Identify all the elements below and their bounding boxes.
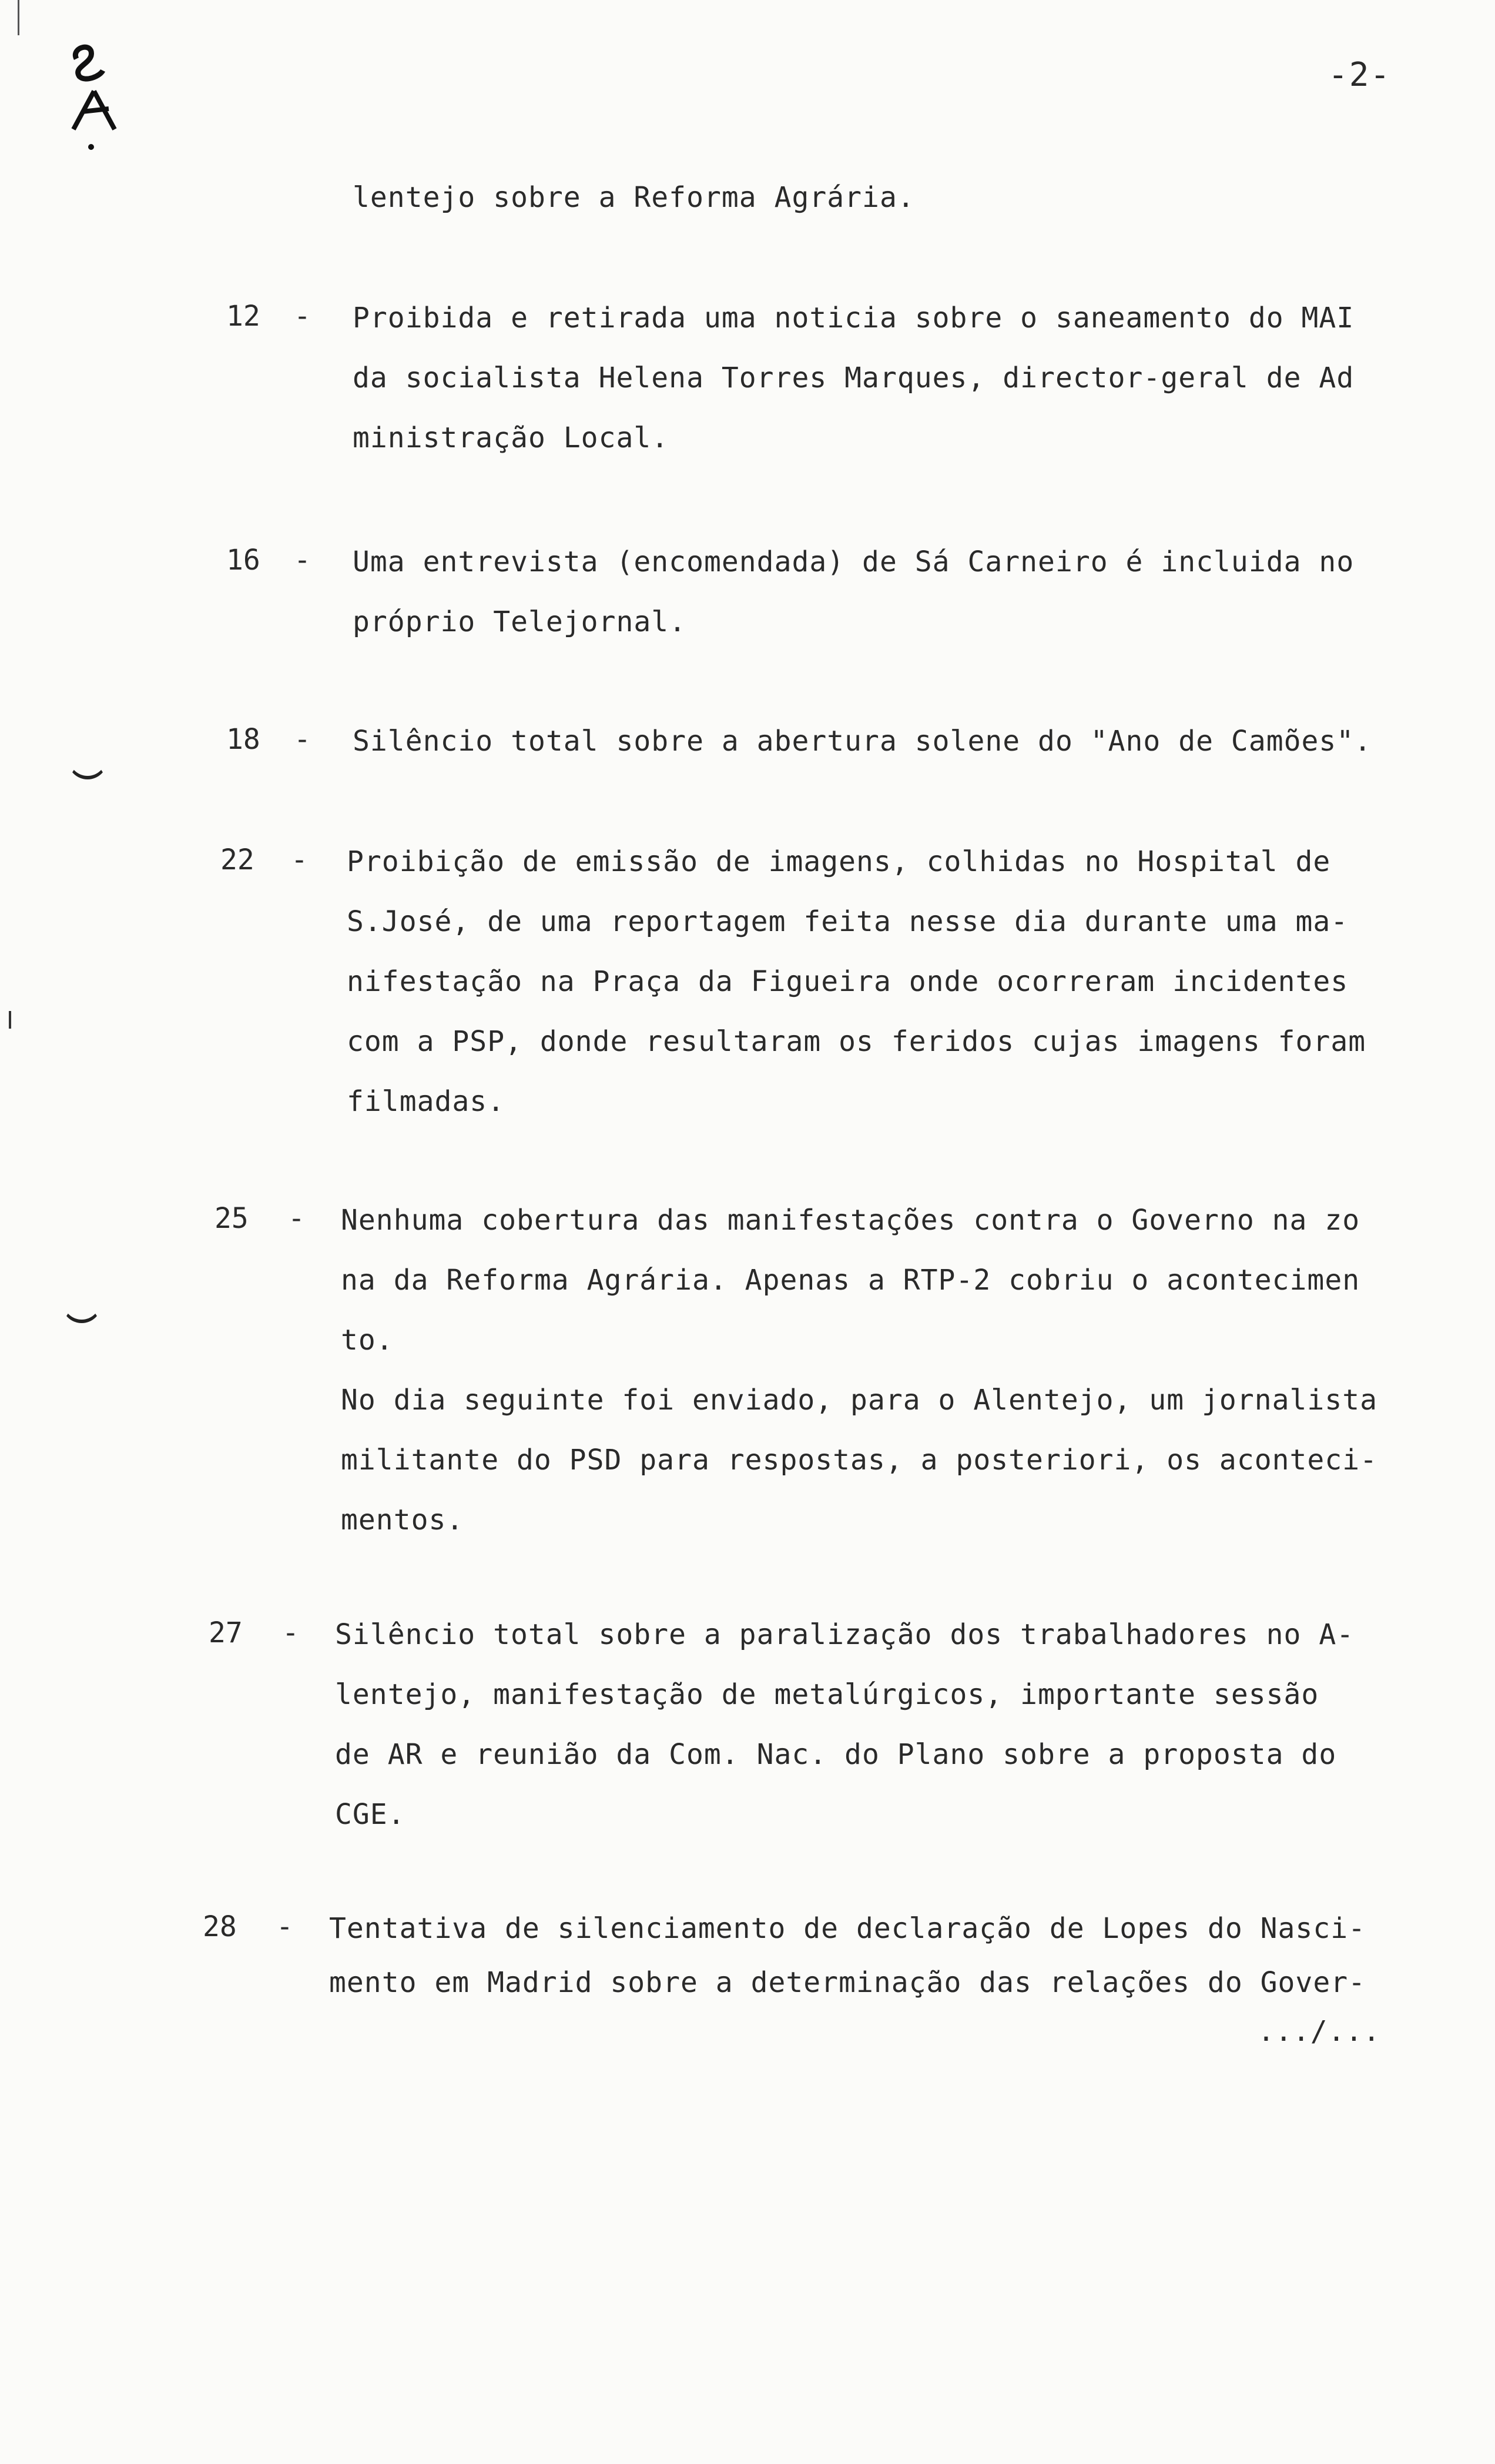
entry-line: Silêncio total sobre a abertura solene do "Ano de Camões". <box>353 725 1372 758</box>
entry-day: 28 <box>203 1910 237 1943</box>
entry-day: 25 <box>214 1202 249 1235</box>
entry-line: Tentativa de silenciamento de declaração de Lopes do Nasci- <box>329 1912 1366 1945</box>
margin-mark-icon <box>68 758 108 779</box>
entry-line: mento em Madrid sobre a determinação das relações do Gover- <box>329 1966 1366 1999</box>
margin-line <box>18 0 19 35</box>
entry-line: da socialista Helena Torres Marques, director-geral de Ad <box>353 361 1355 394</box>
entry-line: to. <box>341 1324 394 1357</box>
entry-day: 22 <box>220 843 254 876</box>
entry-line: Uma entrevista (encomendada) de Sá Carneiro é incluida no <box>353 545 1355 578</box>
entry-line: ministração Local. <box>353 421 669 454</box>
entry-line: Proibição de emissão de imagens, colhidas no Hospital de <box>347 845 1331 878</box>
entry-line: de AR e reunião da Com. Nac. do Plano sobre a proposta do <box>335 1738 1337 1771</box>
entry-line: No dia seguinte foi enviado, para o Alentejo, um jornalista <box>341 1384 1378 1417</box>
entry-day: 16 <box>226 544 260 577</box>
entry-day: 12 <box>226 300 260 333</box>
continuation-line: lentejo sobre a Reforma Agrária. <box>353 181 915 214</box>
entry-line: Silêncio total sobre a paralização dos trabalhadores no A- <box>335 1618 1355 1651</box>
entry-dash: - <box>294 300 311 333</box>
handwritten-initials-icon <box>59 35 129 153</box>
entry-day: 18 <box>226 723 260 756</box>
entry-dash: - <box>288 1202 305 1235</box>
entry-line: S.José, de uma reportagem feita nesse dia durante uma ma- <box>347 905 1349 938</box>
entry-dash: - <box>282 1616 299 1649</box>
page-number: -2- <box>1328 56 1392 94</box>
entry-dash: - <box>294 544 311 577</box>
entry-dash: - <box>294 723 311 756</box>
entry-line: CGE. <box>335 1798 405 1831</box>
entry-line: Proibida e retirada uma noticia sobre o saneamento do MAI <box>353 302 1355 334</box>
entry-dash: - <box>291 843 308 876</box>
entry-dash: - <box>276 1910 293 1943</box>
entry-line: com a PSP, donde resultaram os feridos cujas imagens foram <box>347 1025 1366 1058</box>
entry-line: próprio Telejornal. <box>353 605 687 638</box>
continuation-mark: .../... <box>1258 2015 1381 2048</box>
entry-line: nifestação na Praça da Figueira onde ocorreram incidentes <box>347 965 1349 998</box>
margin-tick <box>9 1011 11 1029</box>
margin-mark-icon <box>62 1302 102 1323</box>
entry-line: mentos. <box>341 1504 464 1536</box>
entry-line: Nenhuma cobertura das manifestações contra o Governo na zo <box>341 1204 1360 1237</box>
entry-line: filmadas. <box>347 1085 505 1118</box>
entry-day: 27 <box>209 1616 243 1649</box>
entry-line: na da Reforma Agrária. Apenas a RTP-2 cobriu o acontecimen <box>341 1264 1360 1297</box>
entry-line: militante do PSD para respostas, a posteriori, os aconteci- <box>341 1444 1378 1477</box>
entry-line: lentejo, manifestação de metalúrgicos, importante sessão <box>335 1678 1319 1711</box>
